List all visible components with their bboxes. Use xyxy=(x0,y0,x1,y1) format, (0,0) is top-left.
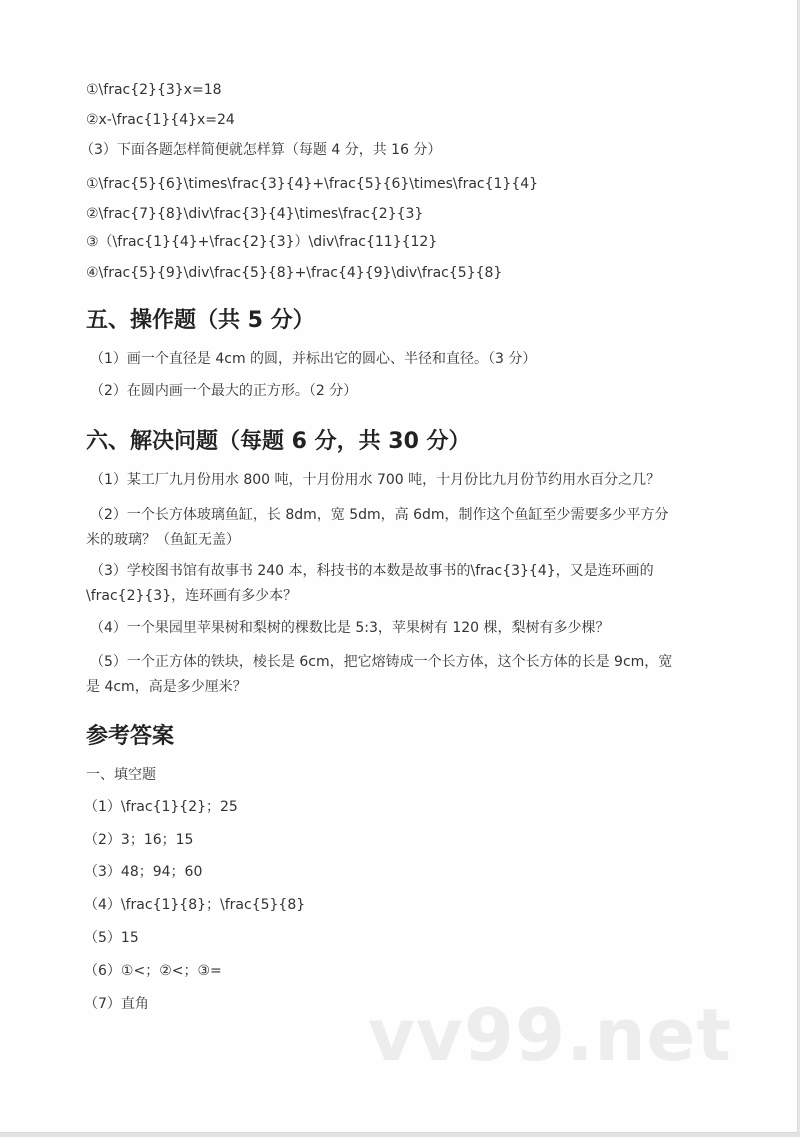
section-6-heading: 六、解决问题（每题 6 分，共 30 分） xyxy=(86,429,471,454)
problem-5-line-2: 是 4cm，高是多少厘米？ xyxy=(86,679,247,695)
simplify-item-1: ①\frac{5}{6}\times\frac{3}{4}+\frac{5}{6}\times\frac{1}{4} xyxy=(86,176,539,192)
simplify-item-4: ④\frac{5}{9}\div\frac{5}{8}+\frac{4}{9}\div\frac{5}{8} xyxy=(86,265,503,281)
answer-2: （2）3；16；15 xyxy=(84,832,194,848)
problem-1: （1）某工厂九月份用水 800 吨，十月份用水 700 吨，十月份比九月份节约用水百分之几？ xyxy=(90,472,661,488)
answer-4: （4）\frac{1}{8}；\frac{5}{8} xyxy=(84,897,306,913)
page-bottom-edge xyxy=(0,1133,800,1137)
answer-6: （6）①<；②<；③= xyxy=(84,963,222,979)
problem-2-line-1: （2）一个长方体玻璃鱼缸，长 8dm，宽 5dm，高 6dm，制作这个鱼缸至少需要多少平方分 xyxy=(90,507,669,523)
simplify-item-2: ②\frac{7}{8}\div\frac{3}{4}\times\frac{2}{3} xyxy=(86,206,424,222)
simplify-instructions: （3）下面各题怎样简便就怎样算（每题 4 分，共 16 分） xyxy=(80,142,442,158)
equation-1: ①\frac{2}{3}x=18 xyxy=(86,82,222,98)
problem-2-line-2: 米的玻璃？（鱼缸无盖） xyxy=(86,532,240,548)
problem-5-line-1: （5）一个正方体的铁块，棱长是 6cm，把它熔铸成一个长方体，这个长方体的长是 9cm，宽 xyxy=(90,654,673,670)
answers-subheading: 一、填空题 xyxy=(86,767,156,783)
watermark-text: vv99.net xyxy=(368,993,732,1077)
equation-2: ②x-\frac{1}{4}x=24 xyxy=(86,112,235,128)
simplify-item-3: ③（\frac{1}{4}+\frac{2}{3}）\div\frac{11}{12} xyxy=(86,234,438,250)
answer-7: （7）直角 xyxy=(84,996,149,1012)
section-5-item-2: （2）在圆内画一个最大的正方形。（2 分） xyxy=(90,383,358,399)
section-5-heading: 五、操作题（共 5 分） xyxy=(86,308,315,333)
answer-1: （1）\frac{1}{2}；25 xyxy=(84,799,238,815)
problem-3-line-1: （3）学校图书馆有故事书 240 本，科技书的本数是故事书的\frac{3}{4}，又是连环画的 xyxy=(90,563,654,579)
problem-3-line-2: \frac{2}{3}，连环画有多少本？ xyxy=(86,588,298,604)
answer-3: （3）48；94；60 xyxy=(84,864,203,880)
answer-5: （5）15 xyxy=(84,930,139,946)
answers-heading: 参考答案 xyxy=(86,724,175,749)
problem-4: （4）一个果园里苹果树和梨树的棵数比是 5:3，苹果树有 120 棵，梨树有多少棵？ xyxy=(90,620,610,636)
section-5-item-1: （1）画一个直径是 4cm 的圆，并标出它的圆心、半径和直径。（3 分） xyxy=(90,351,537,367)
